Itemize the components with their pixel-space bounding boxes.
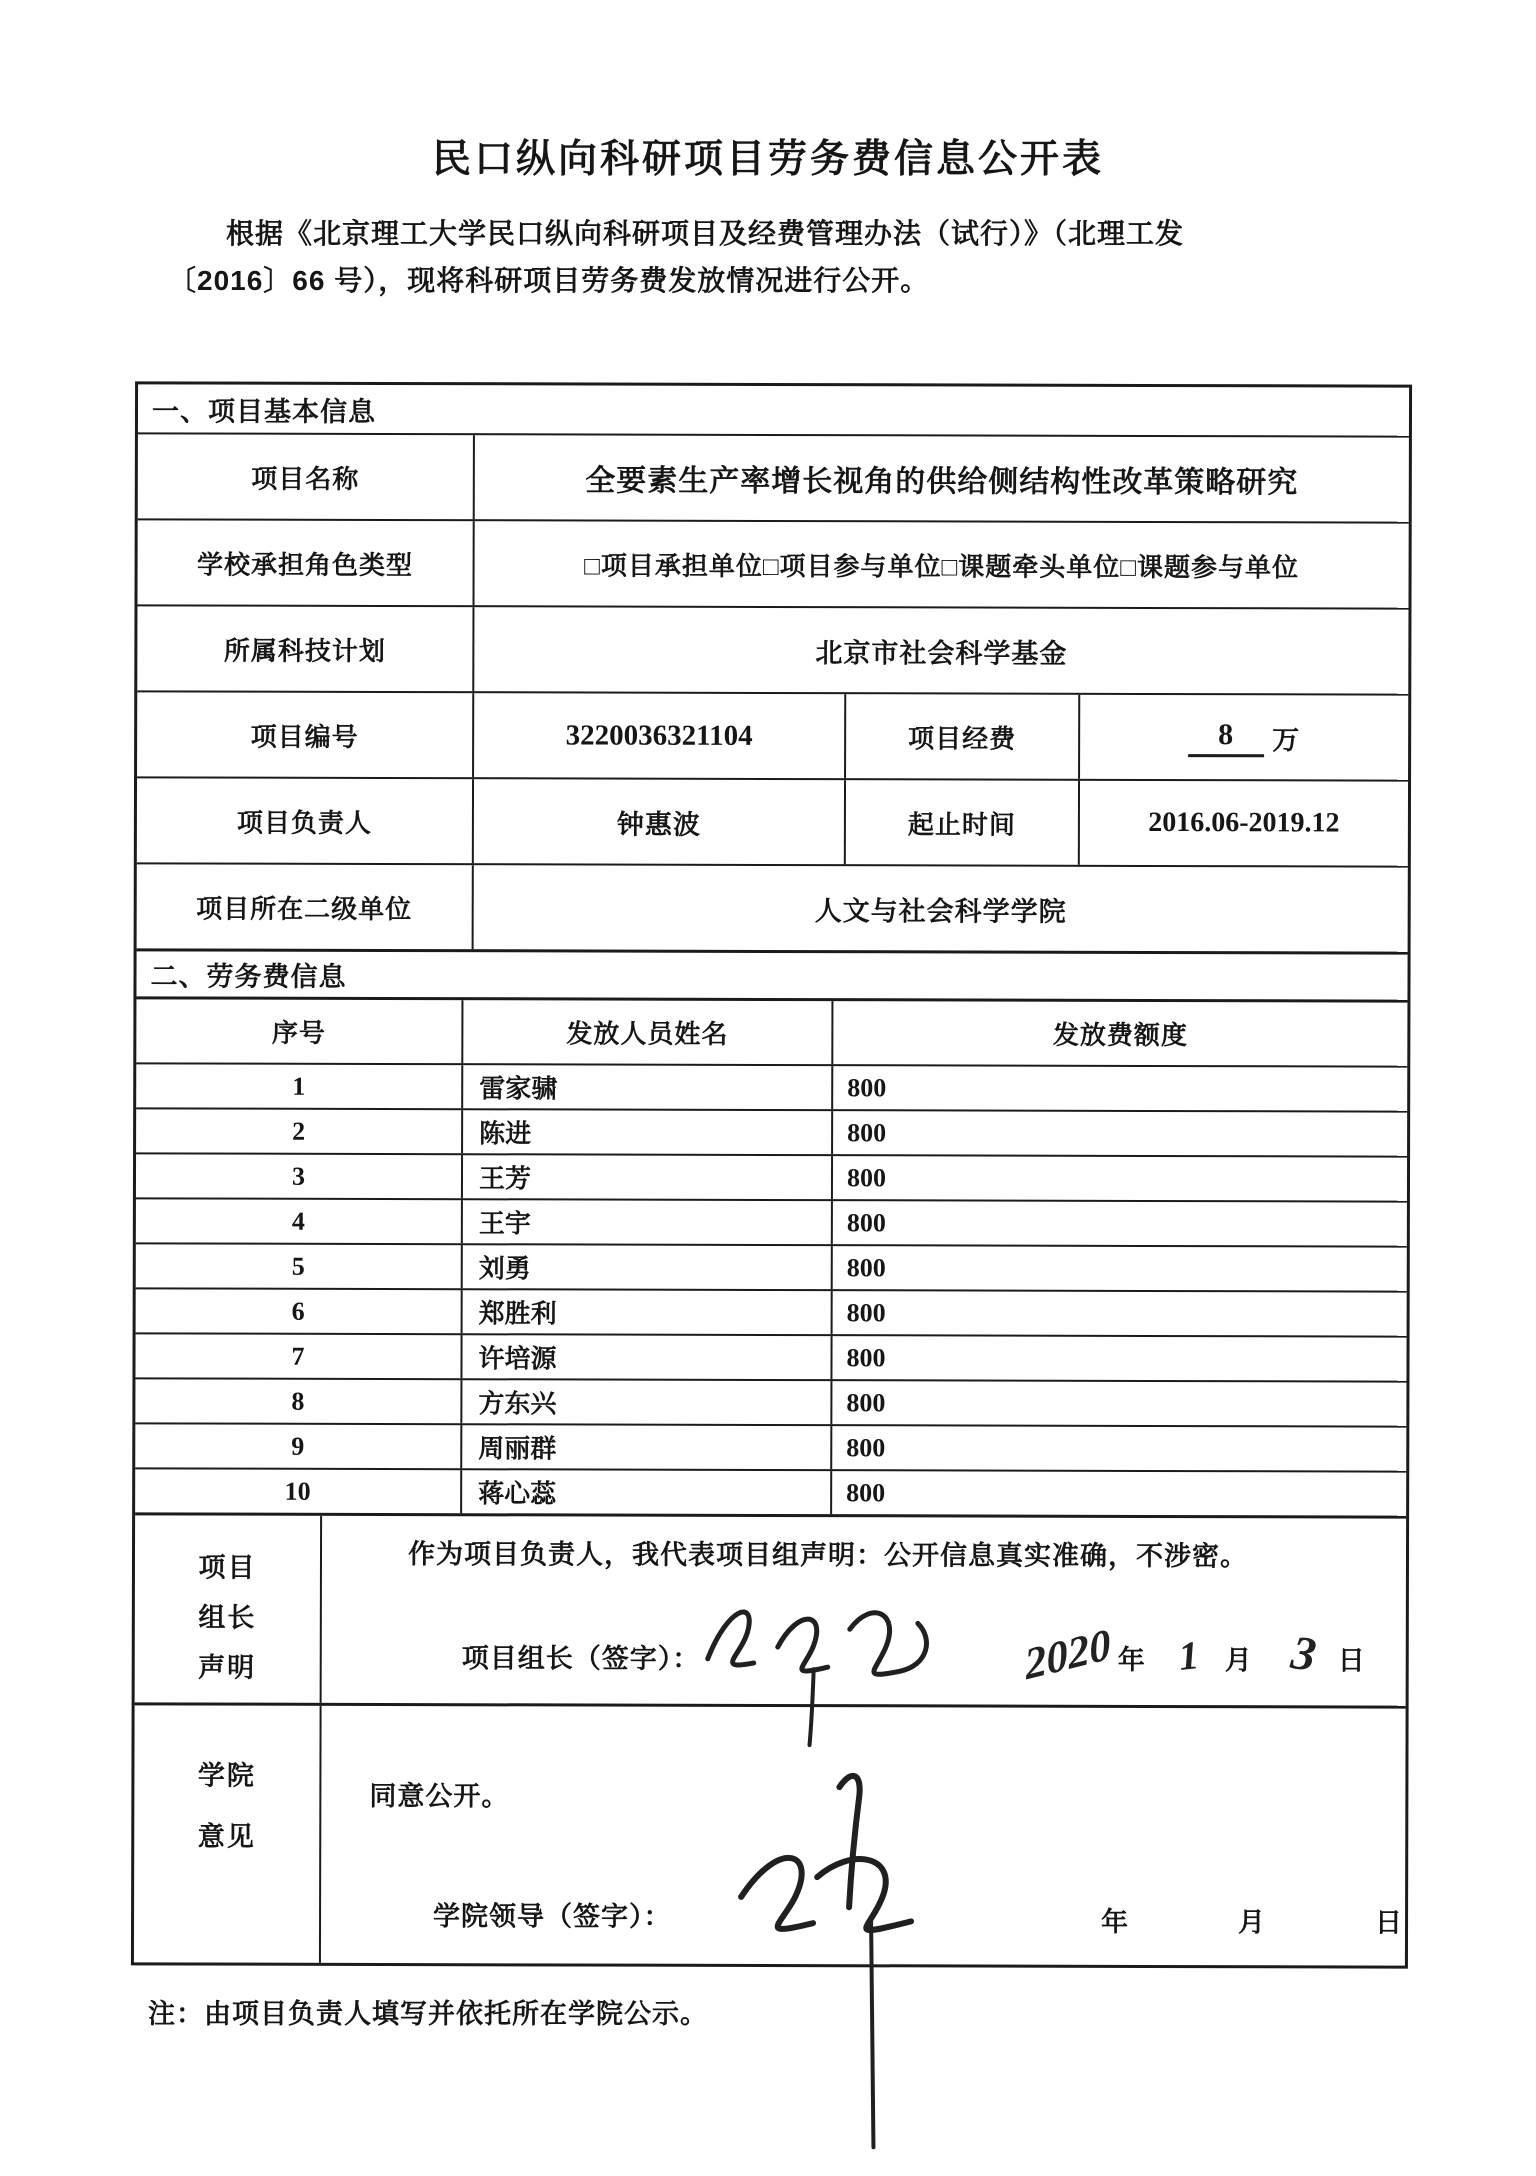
project-name-row	[138, 432, 1409, 521]
row-name: 王芳	[463, 1155, 833, 1199]
row-name: 刘勇	[463, 1245, 833, 1289]
row-amount: 800	[846, 1207, 886, 1237]
opinion-date	[1101, 1900, 1402, 1940]
payee-table-header	[136, 996, 1407, 1065]
science-plan-value: 北京市社会科学基金	[815, 637, 1068, 669]
declaration-date	[1022, 1619, 1365, 1690]
row-name: 郑胜利	[463, 1290, 833, 1334]
declaration-label-line: 组长	[198, 1602, 257, 1633]
leader-declaration-section	[135, 1512, 1406, 1705]
college-sign-label: 学院领导（签字）：	[433, 1901, 672, 1932]
day-label: 日	[1337, 1645, 1365, 1676]
college-leader-signature	[720, 1747, 1021, 2168]
day-label: 日	[1375, 1907, 1403, 1938]
table-row	[135, 1332, 1406, 1380]
college-opinion-section	[134, 1702, 1406, 1965]
section1-header: 一、项目基本信息	[151, 395, 377, 427]
project-leader-value: 钟惠波	[474, 779, 846, 864]
handwritten-year: 2020	[1022, 1619, 1113, 1690]
row-no: 5	[136, 1244, 463, 1288]
footer-note: 注：由项目负责人填写并依托所在学院公示。	[148, 1999, 708, 2029]
row-name: 陈进	[463, 1110, 833, 1154]
project-name-value: 全要素生产率增长视角的供给侧结构性改革策略研究	[585, 464, 1299, 500]
handwritten-month: 1	[1176, 1632, 1201, 1679]
secondary-unit-label: 项目所在二级单位	[137, 864, 474, 949]
secondary-unit-row	[137, 862, 1408, 951]
secondary-unit-value: 人文与社会科学学院	[814, 895, 1067, 927]
row-name: 方东兴	[462, 1380, 832, 1424]
science-plan-label: 所属科技计划	[137, 606, 474, 691]
row-amount: 800	[847, 1117, 887, 1147]
row-amount: 800	[846, 1297, 886, 1327]
col-header-amount: 发放费额度	[1052, 1019, 1188, 1051]
project-number-row	[137, 690, 1408, 779]
row-amount: 800	[846, 1477, 886, 1507]
intro-line-1: 根据《北京理工大学民口纵向科研项目及经费管理办法（试行）》（北理工发	[226, 218, 1185, 249]
row-name: 蒋心蕊	[462, 1470, 832, 1514]
opinion-content	[321, 1706, 1406, 1966]
table-row	[135, 1467, 1406, 1515]
section2-header: 二、劳务费信息	[136, 948, 1407, 999]
col-header-no: 序号	[136, 999, 463, 1063]
row-amount: 800	[846, 1387, 886, 1417]
table-row	[136, 1107, 1407, 1155]
project-number-value: 3220036321104	[474, 693, 846, 778]
row-name: 许培源	[462, 1335, 832, 1379]
project-budget-label: 项目经费	[846, 694, 1080, 779]
row-no: 6	[136, 1289, 463, 1333]
row-no: 2	[136, 1109, 463, 1153]
duration-value: 2016.06-2019.12	[1148, 806, 1340, 839]
table-row	[136, 1287, 1407, 1335]
page-title: 民口纵向科研项目劳务费信息公开表	[431, 138, 1104, 181]
row-name: 王宇	[463, 1200, 833, 1244]
declaration-content	[322, 1516, 1406, 1706]
budget-amount-underlined: 8	[1188, 718, 1264, 757]
row-no: 7	[135, 1334, 462, 1378]
row-amount: 800	[847, 1072, 887, 1102]
row-name: 周丽群	[462, 1425, 832, 1469]
table-row	[136, 1152, 1407, 1200]
row-no: 1	[136, 1064, 463, 1108]
role-type-checkbox-options: □项目承担单位□项目参与单位□课题牵头单位□课题参与单位	[584, 550, 1300, 582]
row-no: 8	[135, 1379, 462, 1423]
month-label: 月	[1238, 1907, 1266, 1938]
year-label: 年	[1117, 1644, 1145, 1675]
project-budget-value	[1080, 695, 1408, 780]
opinion-statement: 同意公开。	[369, 1780, 510, 1812]
row-amount: 800	[846, 1432, 886, 1462]
table-row	[135, 1422, 1406, 1470]
declaration-statement: 作为项目负责人，我代表项目组声明：公开信息真实准确，不涉密。	[407, 1539, 1249, 1572]
opinion-label-line: 学院	[197, 1760, 256, 1791]
row-amount: 800	[846, 1162, 887, 1192]
intro-paragraph	[168, 210, 1386, 304]
opinion-vertical-label	[134, 1705, 322, 1962]
row-no: 10	[135, 1469, 462, 1513]
declaration-label-line: 项目	[198, 1552, 257, 1583]
project-number-label: 项目编号	[137, 692, 474, 777]
duration-label: 起止时间	[846, 780, 1080, 865]
month-label: 月	[1224, 1645, 1252, 1676]
declaration-label-line: 声明	[198, 1652, 257, 1683]
opinion-label-line: 意见	[197, 1821, 256, 1852]
project-leader-label: 项目负责人	[137, 778, 474, 863]
project-name-label: 项目名称	[138, 434, 475, 519]
row-name: 雷家骕	[463, 1065, 833, 1109]
table-row	[136, 1242, 1407, 1290]
budget-unit: 万	[1272, 724, 1301, 755]
handwritten-day: 3	[1288, 1625, 1320, 1682]
declaration-vertical-label	[135, 1515, 322, 1702]
role-type-row	[137, 518, 1408, 607]
intro-line-2: 〔2016〕66 号），现将科研项目劳务费发放情况进行公开。	[168, 265, 930, 296]
table-row	[136, 1062, 1407, 1110]
main-form-table	[131, 381, 1412, 1968]
col-header-name: 发放人员姓名	[463, 1000, 833, 1064]
row-no: 4	[136, 1199, 463, 1243]
row-amount: 800	[846, 1252, 886, 1282]
science-plan-row	[137, 604, 1408, 693]
table-row	[136, 1197, 1407, 1245]
year-label: 年	[1101, 1906, 1129, 1937]
row-amount: 800	[846, 1342, 886, 1372]
leader-sign-label: 项目组长（签字）：	[461, 1643, 701, 1674]
row-no: 9	[135, 1424, 462, 1468]
table-row	[135, 1377, 1406, 1425]
row-no: 3	[136, 1154, 463, 1198]
role-type-label: 学校承担角色类型	[137, 520, 474, 605]
project-leader-row	[137, 776, 1408, 865]
